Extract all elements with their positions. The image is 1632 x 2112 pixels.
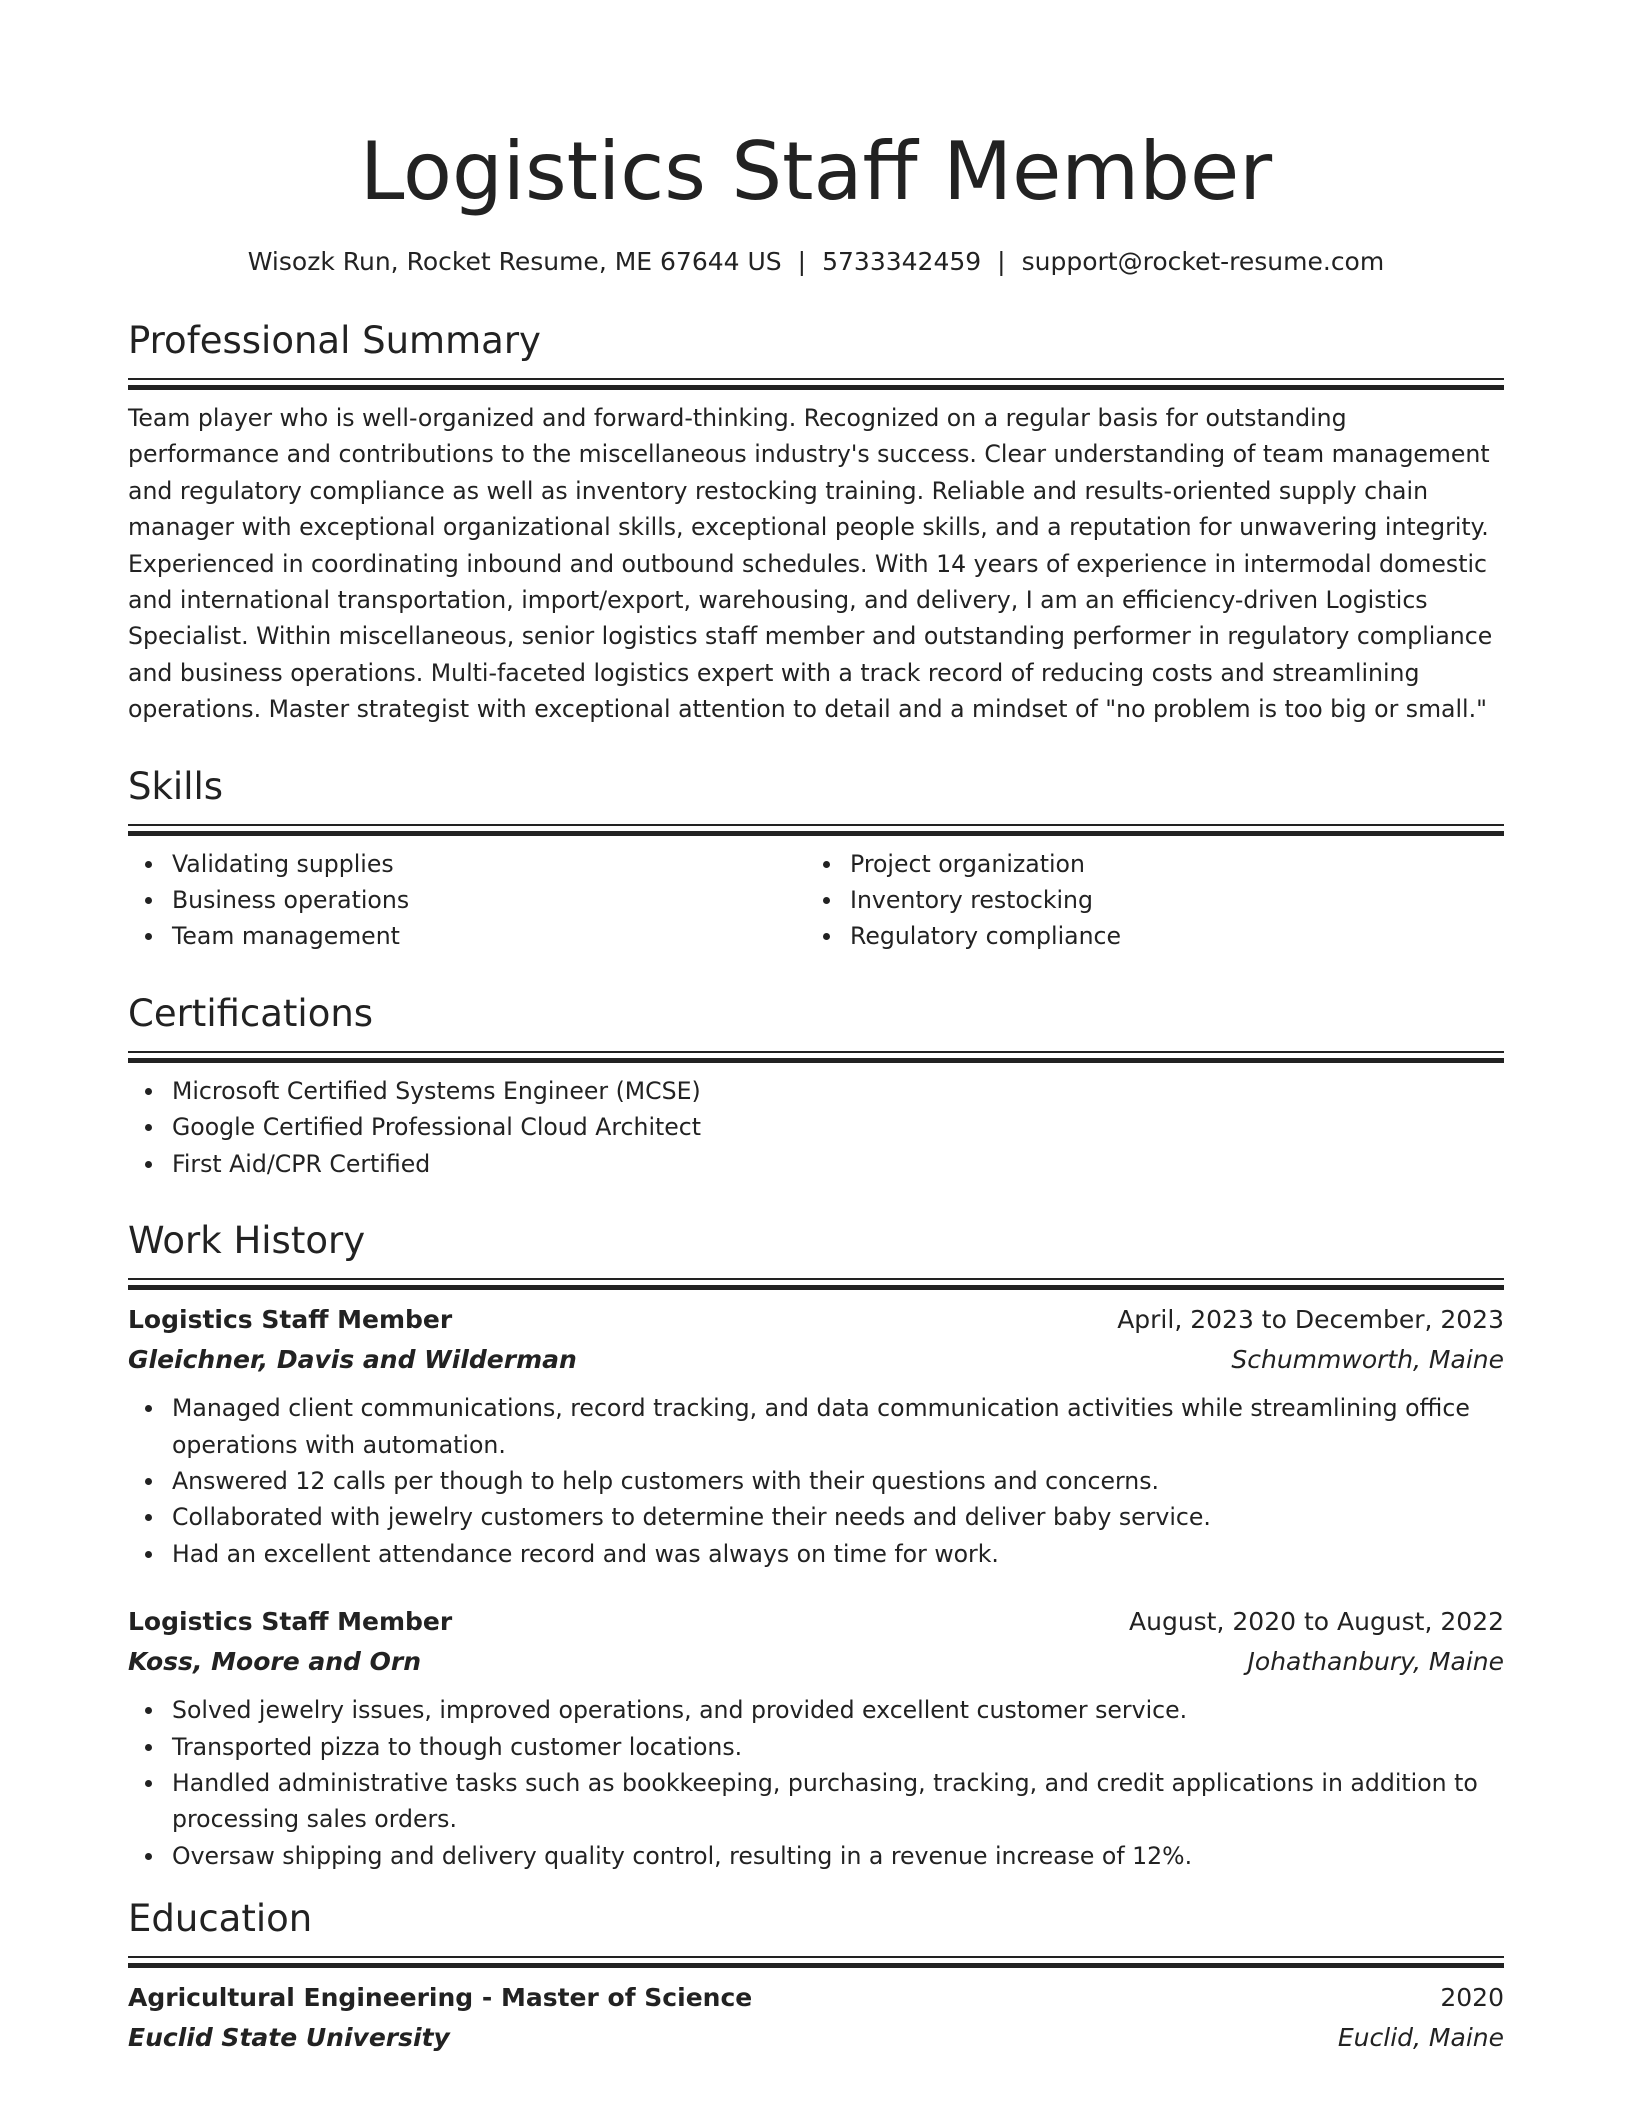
education-school: Euclid State University: [128, 2023, 450, 2053]
education-header: [128, 1978, 1504, 2018]
job-entry: [128, 1602, 1504, 1874]
education-entry: [128, 1978, 1504, 2058]
skill-item: Project organization: [806, 846, 1504, 882]
job-bullet: Answered 12 calls per though to help customers with their questions and concerns.: [128, 1463, 1504, 1499]
education-subheader: [128, 2018, 1504, 2058]
skills-section: [128, 762, 1504, 955]
job-entry: [128, 1300, 1504, 1572]
section-divider: [128, 1051, 1504, 1053]
contact-address: Wisozk Run, Rocket Resume, ME 67644 US: [247, 247, 782, 276]
certifications-section: [128, 989, 1504, 1182]
job-bullet: Collaborated with jewelry customers to determine their needs and deliver baby service.: [128, 1499, 1504, 1535]
skill-item: Inventory restocking: [806, 882, 1504, 918]
education-location: Euclid, Maine: [1337, 2023, 1504, 2053]
job-location: Schummworth, Maine: [1231, 1345, 1504, 1375]
section-divider: [128, 1956, 1504, 1958]
job-bullet: Oversaw shipping and delivery quality control, resulting in a revenue increase of 12%.: [128, 1838, 1504, 1874]
job-bullets: [128, 1390, 1504, 1572]
contact-separator: |: [997, 247, 1006, 276]
summary-section: [128, 316, 1504, 728]
section-title-skills: Skills: [128, 764, 224, 808]
contact-line: [128, 244, 1504, 280]
education-year: 2020: [1440, 1983, 1504, 2013]
skill-item: Team management: [128, 918, 806, 954]
skill-item: Regulatory compliance: [806, 918, 1504, 954]
contact-phone: 5733342459: [822, 247, 982, 276]
education-section: [128, 1894, 1504, 2058]
job-company: Gleichner, Davis and Wilderman: [128, 1345, 577, 1375]
certification-item: First Aid/CPR Certified: [128, 1146, 1504, 1182]
job-company: Koss, Moore and Orn: [128, 1647, 422, 1677]
job-subheader: [128, 1642, 1504, 1682]
section-title-certifications: Certifications: [128, 991, 374, 1035]
section-title-work-history: Work History: [128, 1219, 366, 1263]
skill-item: Validating supplies: [128, 846, 806, 882]
job-bullets: [128, 1692, 1504, 1874]
job-title: Logistics Staff Member: [128, 1305, 453, 1335]
summary-text: Team player who is well-organized and forward-thinking. Recognized on a regular basis for outstanding performance and contributions to the miscellaneous industry's success. Clear understanding of team management and regulatory compliance as well as inventory restocking training. Reliable and results-oriented supply chain manager with exceptional organizational skills, exceptional people skills, and a reputation for unwavering integrity. Experienced in coordinating inbound and outbound schedules. With 14 years of experience in intermodal domestic and international transportation, import/export, warehousing, and delivery, I am an efficiency-driven Logistics Specialist. Within miscellaneous, senior logistics staff member and outstanding performer in regulatory compliance and business operations. Multi-faceted logistics expert with a track record of reducing costs and streamlining operations. Master strategist with exceptional attention to detail and a mindset of "no problem is too big or small.": [128, 404, 1493, 724]
work-history-section: [128, 1216, 1504, 1874]
contact-separator: |: [797, 247, 807, 276]
candidate-name: Logistics Staff Member: [359, 125, 1273, 218]
job-bullet: Transported pizza to though customer locations.: [128, 1729, 1504, 1765]
job-header: [128, 1300, 1504, 1340]
job-bullet: Managed client communications, record tracking, and data communication activities while streamlining office operations with automation.: [128, 1390, 1504, 1463]
job-subheader: [128, 1340, 1504, 1380]
contact-email[interactable]: support@rocket-resume.com: [1021, 247, 1385, 276]
skills-grid: [128, 846, 1504, 955]
skills-list-right: [806, 846, 1504, 955]
job-dates: August, 2020 to August, 2022: [1129, 1607, 1504, 1637]
skills-list-left: [128, 846, 806, 955]
section-divider: [128, 1278, 1504, 1280]
job-header: [128, 1602, 1504, 1642]
certification-item: Google Certified Professional Cloud Architect: [128, 1109, 1504, 1145]
certifications-list: [128, 1073, 1504, 1182]
job-bullet: Solved jewelry issues, improved operations, and provided excellent customer service.: [128, 1692, 1504, 1728]
section-divider: [128, 824, 1504, 826]
job-bullet: Handled administrative tasks such as bookkeeping, purchasing, tracking, and credit applications in addition to processing sales orders.: [128, 1765, 1504, 1838]
section-title-education: Education: [128, 1897, 313, 1941]
job-bullet: Had an excellent attendance record and was always on time for work.: [128, 1536, 1504, 1572]
section-divider: [128, 378, 1504, 380]
job-title: Logistics Staff Member: [128, 1607, 453, 1637]
certification-item: Microsoft Certified Systems Engineer (MCSE): [128, 1073, 1504, 1109]
education-degree: Agricultural Engineering - Master of Science: [128, 1983, 753, 2013]
job-location: Johathanbury, Maine: [1247, 1647, 1504, 1677]
skill-item: Business operations: [128, 882, 806, 918]
job-dates: April, 2023 to December, 2023: [1117, 1305, 1504, 1335]
section-title-summary: Professional Summary: [128, 319, 541, 362]
